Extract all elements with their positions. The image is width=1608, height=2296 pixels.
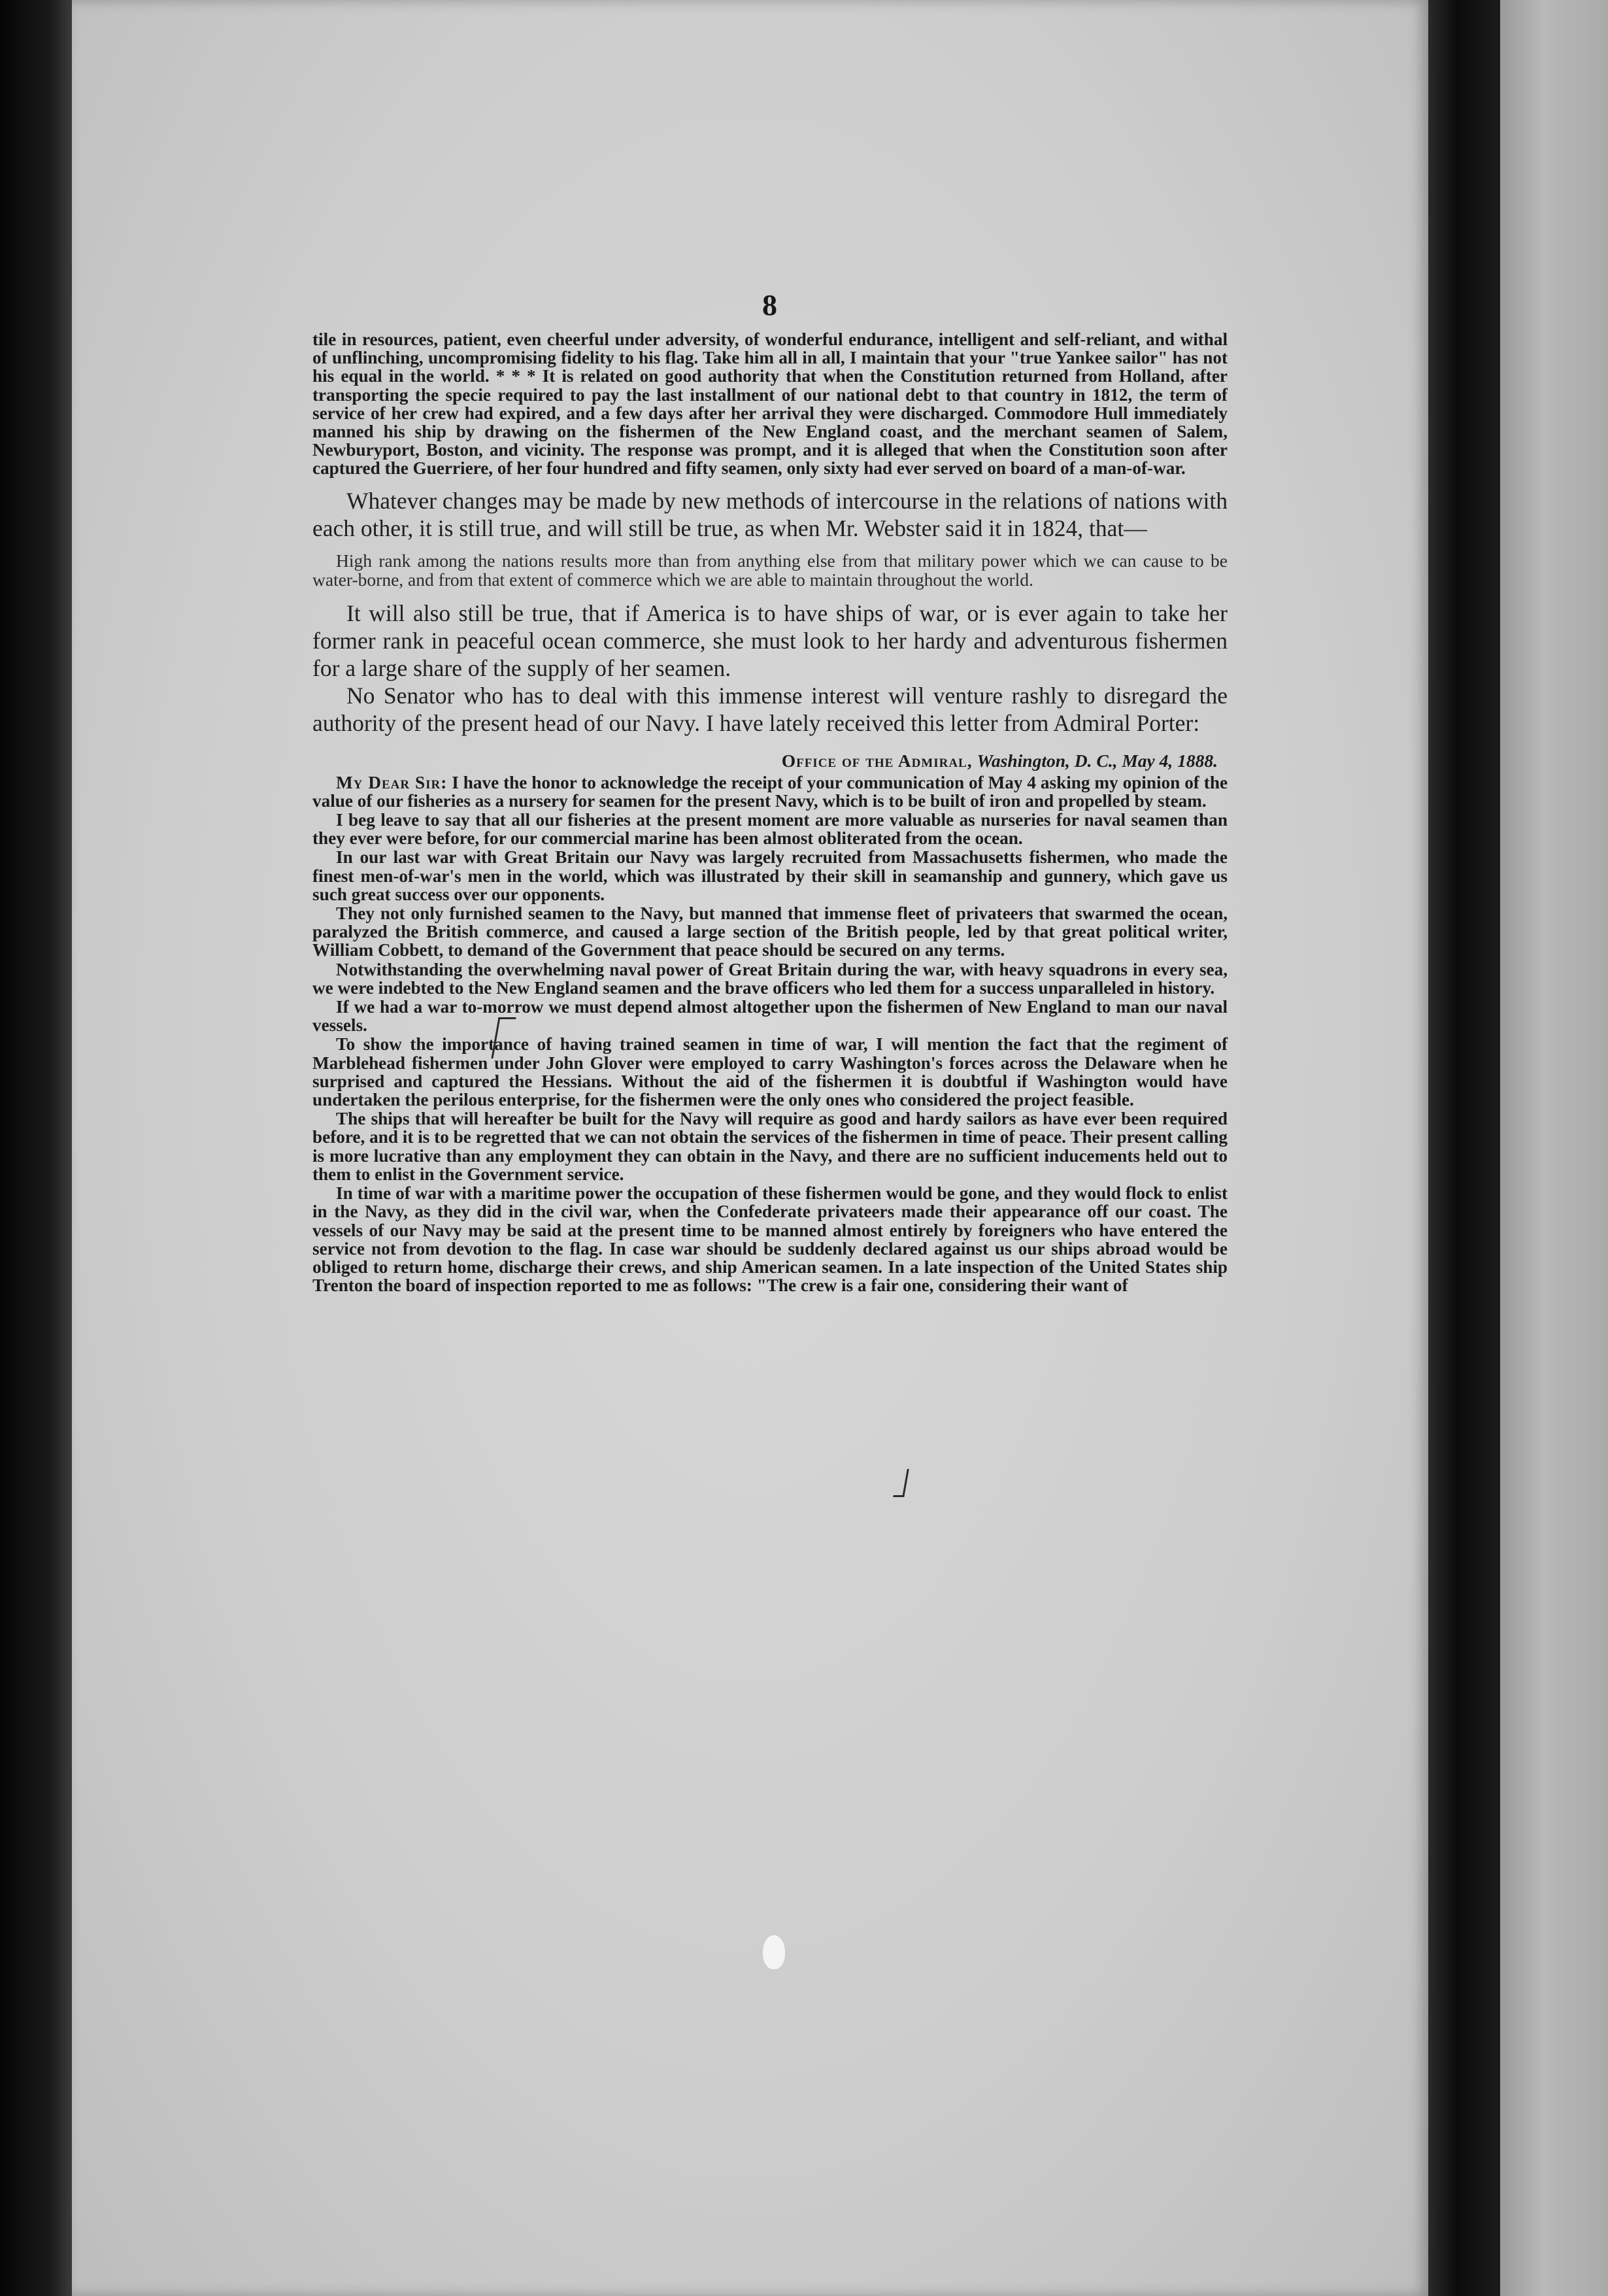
paragraph-america-seamen: It will also still be true, that if America is to have ships of war, or is ever again to take her former rank in peaceful ocean commerce, she must look to her hardy and adventurous fishermen for a large share of the supply of her seamen. [312, 599, 1228, 681]
page-number: 8 [762, 288, 778, 322]
letter-office: Office of the Admiral, [781, 750, 973, 771]
letter-paragraph: They not only furnished seamen to the Navy, but manned that immense fleet of privateers that swarmed the ocean, paralyzed the British commerce, and caused a large section of the British people, led by that great political writer, William Cobbett, to demand of the Government that peace should be secured on any terms. [312, 903, 1228, 960]
paragraph-webster-intro: Whatever changes may be made by new methods of intercourse in the relations of nations with each other, it is still true, and will still be true, as when Mr. Webster said it in 1824, that— [312, 487, 1228, 541]
book-spine [1428, 0, 1500, 2296]
letter-paragraph: The ships that will hereafter be built for the Navy will require as good and hardy sailors as have ever been required before, and it is to be regretted that we can not obtain the services of the fishermen in time of peace. Their present calling is more lucrative than any employment they can obtain in the Navy, and there are no sufficient inducements held out to them to enlist in the Government service. [312, 1109, 1228, 1184]
paragraph-senator: No Senator who has to deal with this immense interest will venture rashly to disregard the authority of the present head of our Navy. I have lately received this letter from Admiral Porter: [312, 682, 1228, 736]
page-content [312, 288, 1228, 1295]
letter-paragraph: In time of war with a maritime power the occupation of these fishermen would be gone, and they would flock to enlist in the Navy, as they did in the civil war, when the Confederate privateers made their appearance off our coast. The vessels of our Navy may be said at the present time to be manned almost entirely by foreigners who have entered the service not from devotion to the flag. In case war should be suddenly declared against us our ships abroad would be obliged to return home, discharge their crews, and ship American seamen. In a late inspection of the United States ship Trenton the board of inspection reported to me as follows: "The crew is a fair one, considering their want of [312, 1183, 1228, 1296]
letter-paragraph: In our last war with Great Britain our Navy was largely recruited from Massachusetts fishermen, who made the finest men-of-war's men in the world, which was illustrated by their skill in seamanship and gunnery, which gave us such great success over our opponents. [312, 847, 1228, 904]
letter-dateline [312, 750, 1228, 772]
letter-paragraph: I beg leave to say that all our fisheries at the present moment are more valuable as nurseries for naval seamen than they ever were before, for our commercial marine has been almost obliterated from the ocean. [312, 810, 1228, 849]
letter-opening-text: I have the honor to acknowledge the receipt of your communication of May 4 asking my opinion of the value of our fisheries as a nursery for seamen for the present Navy, which is to be built of iron and propelled by steam. [312, 772, 1228, 811]
letter-salutation: My Dear Sir: [336, 772, 448, 792]
paragraph-yankee-sailor: tile in resources, patient, even cheerful under adversity, of wonderful endurance, intelligent and self-reliant, and withal of unflinching, uncompromising fidelity to his flag. Take him all in all, I maintain that your "true Yankee sailor" has not his equal in the world. * * * It is related on good authority that when the Constitution returned from Holland, after transporting the specie required to pay the last installment of our national debt to that country in 1812, the term of service of her crew had expired, and a few days after her arrival they were discharged. Commodore Hull immediately manned his ship by drawing on the fishermen of the New England coast, and the merchant seamen of Salem, Newburyport, Boston, and vicinity. The response was prompt, and it is alleged that when the Constitution soon after captured the Guerriere, of her four hundred and fifty seamen, only sixty had ever served on board of a man-of-war. [312, 329, 1228, 479]
scan-left-edge [0, 0, 72, 2296]
letter-paragraph: To show the importance of having trained seamen in time of war, I will mention the fact that the regiment of Marblehead fishermen under John Glover were employed to carry Washington's forces across the Delaware when he surprised and captured the Hessians. Without the aid of the fishermen it is doubtful if Washington would have undertaken the perilous enterprise, for the fishermen were the only ones who considered the project feasible. [312, 1034, 1228, 1110]
adjacent-page-edge [1500, 0, 1608, 2296]
webster-quotation: High rank among the nations results more than from anything else from that military power which we can cause to be water-borne, and from that extent of commerce which we are able to maintain throughout the world. [312, 550, 1228, 590]
letter-place-date: Washington, D. C., May 4, 1888. [977, 750, 1218, 771]
admiral-porter-letter [312, 773, 1228, 1295]
letter-paragraph: Notwithstanding the overwhelming naval power of Great Britain during the war, with heavy squadrons in every sea, we were indebted to the New England seamen and the brave officers who led them for a success unparalleled in history. [312, 959, 1228, 998]
letter-paragraph: If we had a war to-morrow we must depend almost altogether upon the fishermen of New England to man our naval vessels. [312, 997, 1228, 1036]
letter-opening [312, 773, 1228, 810]
paper-damage-spot [763, 1935, 785, 1969]
